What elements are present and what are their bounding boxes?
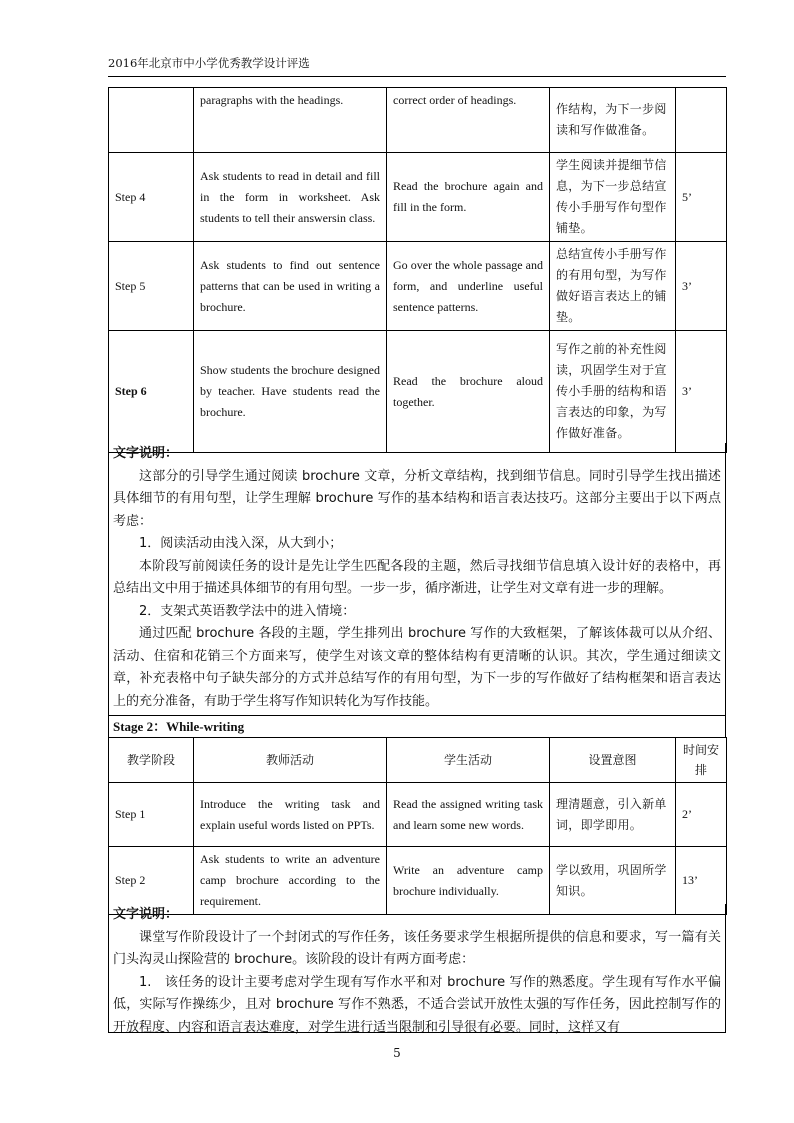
table-row: [109, 88, 727, 153]
header-teacher: 教师活动: [194, 738, 387, 783]
header-stage: 教学阶段: [109, 738, 194, 783]
time-cell: 3’: [676, 331, 727, 453]
note-title: 文字说明：: [113, 907, 179, 922]
purpose-cell: 理清题意，引入新单词，即学即用。: [550, 783, 676, 847]
teacher-activity-cell: Ask students to find out sentence patterns that can be used in writing a brochure.: [194, 242, 387, 331]
note-paragraph: 2．支架式英语教学法中的进入情境：: [139, 603, 356, 619]
teacher-activity-cell: Introduce the writing task and explain useful words listed on PPTs.: [194, 783, 387, 847]
page-number: 5: [393, 1046, 401, 1060]
time-cell: [676, 88, 727, 153]
time-cell: 13’: [676, 847, 727, 915]
note-paragraph: 课堂写作阶段设计了一个封闭式的写作任务，该任务要求学生根据所提供的信息和要求，写一篇有关门头沟灵山探险营的 brochure。该阶段的设计有两方面考虑：: [113, 929, 721, 967]
step-cell: Step 4: [109, 153, 194, 242]
header-rule: [108, 76, 726, 77]
step-cell: Step 5: [109, 242, 194, 331]
step-cell: Step 1: [109, 783, 194, 847]
header-purpose: 设置意图: [550, 738, 676, 783]
step-cell: Step 2: [109, 847, 194, 915]
table-row: [109, 153, 727, 242]
teacher-activity-cell: Show students the brochure designed by teacher. Have students read the brochure.: [194, 331, 387, 453]
time-cell: 2’: [676, 783, 727, 847]
purpose-cell: 写作之前的补充性阅读，巩固学生对于宣传小手册的结构和语言表达的印象，为写作做好准备。: [550, 331, 676, 453]
teacher-activity-cell: Ask students to read in detail and fill in the form in worksheet. Ask students to tell their answersin class.: [194, 153, 387, 242]
stage-heading: Stage 2：While-writing: [108, 715, 726, 737]
note-paragraph: 这部分的引导学生通过阅读 brochure 文章，分析文章结构，找到细节信息。同时引导学生找出描述具体细节的有用句型，让学生理解 brochure 写作的基本结构和语言表达技巧。这部分主要出于以下两点考虑：: [113, 468, 721, 529]
note-title: 文字说明：: [113, 446, 179, 461]
purpose-cell: 总结宣传小手册写作的有用句型，为写作做好语言表达上的铺垫。: [550, 242, 676, 331]
purpose-cell: 作结构，为下一步阅读和写作做准备。: [550, 88, 676, 153]
step-cell: Step 6: [109, 331, 194, 453]
time-cell: 3’: [676, 242, 727, 331]
header-time: 时间安排: [676, 738, 727, 783]
purpose-cell: 学以致用，巩固所学知识。: [550, 847, 676, 915]
table-row: [109, 242, 727, 331]
student-activity-cell: Read the assigned writing task and learn some new words.: [387, 783, 550, 847]
student-activity-cell: correct order of headings.: [387, 88, 550, 153]
table-row: [109, 783, 727, 847]
note-paragraph: 通过匹配 brochure 各段的主题，学生排列出 brochure 写作的大致框架，了解该体裁可以从介绍、活动、住宿和花销三个方面来写，使学生对该文章的整体结构有更清晰的认识。其次，学生通过细读文章，补充表格中句子缺失部分的方式并总结写作的有用句型，为下一步的写作做好了结构框架和语言表达上的充分准备，有助于学生将写作知识转化为写作技能。: [113, 626, 721, 709]
time-cell: 5’: [676, 153, 727, 242]
student-activity-cell: Go over the whole passage and form, and underline useful sentence patterns.: [387, 242, 550, 331]
note-paragraph: 1. 该任务的设计主要考虑对学生现有写作水平和对 brochure 写作的熟悉度。学生现有写作水平偏低，实际写作操练少，且对 brochure 写作不熟悉，不适合尝试开放性太强的写作任务，因此控制写作的开放程度、内容和语言表达难度，对学生进行适当限制和引导很有必要。同时，这样又有: [113, 974, 721, 1035]
header-student: 学生活动: [387, 738, 550, 783]
explanation-block-1: [108, 443, 726, 716]
table-stage1-continued: [108, 87, 727, 453]
page-header: 2016年北京市中小学优秀教学设计评选: [108, 56, 310, 70]
teacher-activity-cell: Ask students to write an adventure camp brochure according to the requirement.: [194, 847, 387, 915]
table-stage2: [108, 737, 727, 915]
student-activity-cell: Read the brochure aloud together.: [387, 331, 550, 453]
table-row: [109, 331, 727, 453]
table-header-row: [109, 738, 727, 783]
note-paragraph: 本阶段写前阅读任务的设计是先让学生匹配各段的主题，然后寻找细节信息填入设计好的表格中，再总结出文中用于描述具体细节的有用句型。一步一步，循序渐进，让学生对文章有进一步的理解。: [113, 558, 721, 596]
explanation-block-2: [108, 904, 726, 1033]
student-activity-cell: Write an adventure camp brochure individually.: [387, 847, 550, 915]
student-activity-cell: Read the brochure again and fill in the form.: [387, 153, 550, 242]
note-paragraph: 1．阅读活动由浅入深，从大到小；: [139, 536, 343, 551]
step-cell: [109, 88, 194, 153]
purpose-cell: 学生阅读并提细节信息，为下一步总结宣传小手册写作句型作铺垫。: [550, 153, 676, 242]
teacher-activity-cell: paragraphs with the headings.: [194, 88, 387, 153]
